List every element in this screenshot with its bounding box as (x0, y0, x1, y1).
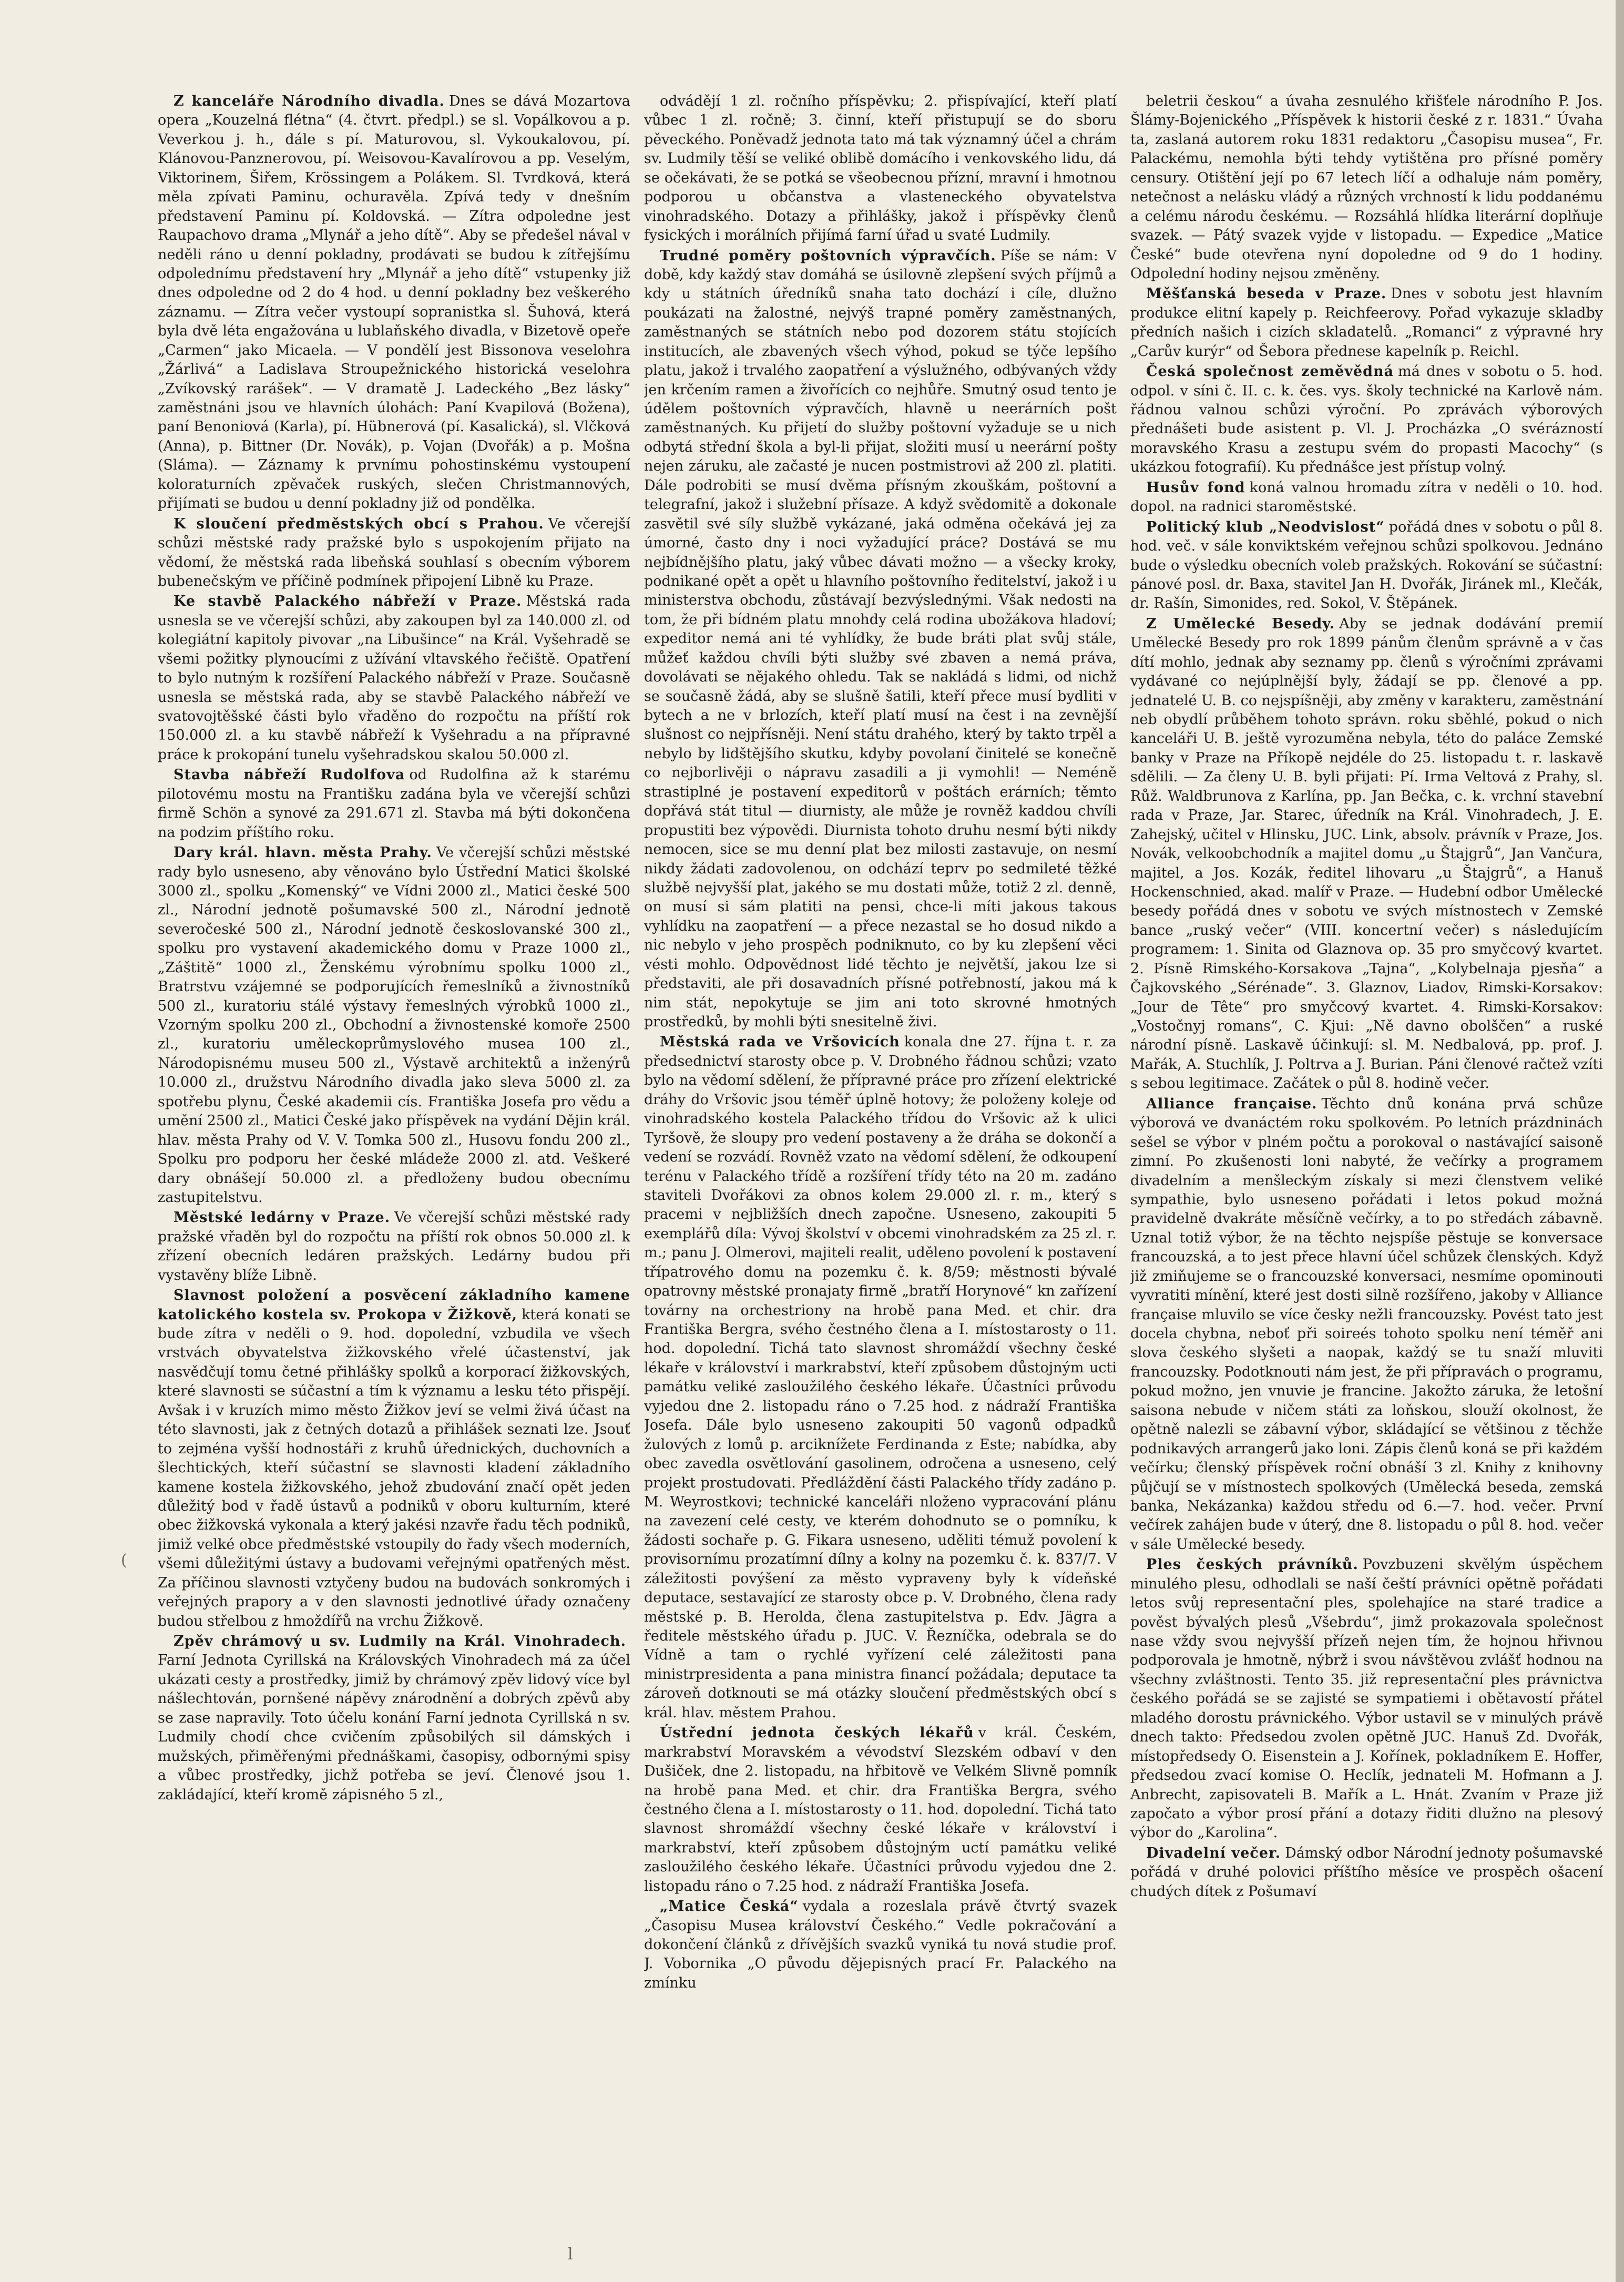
article-heading: Česká společnost zeměvědná (1146, 363, 1394, 380)
article-body: Píše se nám: V době, kdy každý stav domáhá se úsilovně zlepšení svých příjmů a kdy u státních úředníků snaha tato dochází i cíle, dlužno poukázati na žalostné, nejvýš trapné poměry zaměstnaných, zaměstnaných se státních nebo pod dozorem státu stojících institucích, ale zbavených všech výhod, pokud se týče lepšího platu, jakož i trvalého zaopatření a výslužného, odbývaných vždy jen krčením ramen a živořících co nejhůře. Smutný osud tento je údělem poštovních výpravčích, hlavně u neerárních pošt zaměstnaných. Ku přijetí do služby poštovní vyžaduje se u nich odbytá střední škola a byl-li přijat, složiti musí u neerární pošty nejen záruku, ale začasté je nucen postmistrovi až 200 zl. platiti. Dále podrobiti se musí dvěma přísným zkouškám, poštovní a telegrafní, jakož i služební přísaze. A když svědomitě a dokonale zasvětil své síly službě vykázané, jaká odměna očekává jej za úmorné, často dny i noci vyžadující práce? Dostává se mu nejbídnějšího platu, jaký vůbec dávati možno — a všecky kroky, podnikané opět a opět u hlavního poštovního ředitelství, jakož i u ministerstva obchodu, zůstávají bezvýslednými. Však nedosti na tom, že při bídném platu mnohdy celá rodina ubožákova hladoví; expeditor nemá ani té vyhlídky, že bude bráti plat svůj stále, můžeť každou chvíli býti služby své zbaven a nemá práva, dovolávati se nějakého ohledu. Tak se nakládá s lidmi, od nichž se současně žádá, aby se slušně šatili, kteří přece musí bydliti v bytech a ne v brlozích, kteří platí musí na čest i na zevnější slušnost co nejpřísněji. Není státu drahého, který by takto trpěl a nebylo by lidštějšího skutku, kdyby povolaní činitelé se konečně co nejborlivěji o nápravu zasadili a ji vymohli! — Neméně strastiplné je postavení expeditorů v poštách erárních; těmto dopřává stát titul — diurnisty, ale může je rovněž kaddou chvíli propustiti bez výpovědi. Diurnista tohoto druhu nesmí býti nikdy nemocen, sice se mu denní plat bez milosti zastavuje, on nesmí nikdy žádati zadovolenou, on odchází teprv po sedmileté těžké službě nejvyšší plat, jakého se mu dostati může, totiž 2 zl. denně, on musí si sám platiti na pensi, chce-li míti jakous takous vyhlídku na zaopatření — a přece nezastal se ho dosud nikdo a nic nebylo v jeho prospěch podniknuto, co by ku zlepšení věci vésti mohlo. Odpovědnost lidé těchto je největší, jakou lze si představiti, ale při dosavadních přísné potřebností, jakou má k nim stát, nepokytuje se jim ani toto skrovné hmotných prostředků, by mohli býti snesitelně živi. (644, 247, 1117, 1030)
column-3 (1130, 92, 1603, 2232)
article (1130, 92, 1603, 283)
article-body: Dnes se dává Mozartova opera „Kouzelná flétna“ (4. čtvrt. předpl.) se sl. Vopálkovou a p. Veverkou j. h., dále s pí. Maturovou, sl. Vykoukalovou, pí. Klánovou-Panznerovou, pí. Weisovou-Kavalírovou a pp. Veselým, Viktorinem, Šiřem, Krössingem a Polákem. Sl. Tvrdková, která měla zpívati Paminu, ochuravěla. Zpívá tedy v dnešním představení Paminu pí. Koldovská. — Zítra odpoledne jest Raupachovo drama „Mlynář a jeho dítě“. Aby se předešel nával v neděli ráno u denní pokladny, prodávati se budou k zítřejšímu odpolednímu představení hry „Mlynář a jeho dítě“ vstupenky již dnes odpoledne od 2 do 4 hod. u denní pokladny bez veškerého záznamu. — Zítra večer vystoupí sopranistka sl. Šuhová, která byla dvě léta engažována u lublaňského divadla, v Bizetově opeře „Carmen“ jako Micaela. — V pondělí jest Bissonova veselohra „Žárlivá“ a Ladislava Stroupežnického historická veselohra „Zvíkovský rarášek“. — V dramatě J. Ladeckého „Bez lásky“ zaměstnáni jsou ve hlavních úlohách: Paní Kvapilová (Božena), paní Benoniová (Karla), pí. Hübnerová (pí. Kasalická), sl. Vlčková (Anna), p. Bittner (Dr. Novák), p. Vojan (Dvořák) a p. Mošna (Sláma). — Záznamy k prvnímu pohostinskému vystoupení koloraturních zpěvaček ruských, slečen Christmannových, přijímati se budou u denní pokladny již od pondělka. (158, 93, 630, 512)
article-body: která konati se bude zítra v neděli o 9. hod. dopolední, vzbudila ve všech vrstvách obyvatelstva žižkovského vřelé účastenství, jak nasvědčují tomu četné přihlášky spolků a korporací žižkovských, které slavnosti se súčastní a tím k významu a lesku této přispějí. Avšak i v kruzích mimo město Žižkov jeví se velmi živá účast na této slavnosti, jak z četných dotazů a přihlášek seznati lze. Jsouť to zejména vyšší hodnostáři z kruhů úřednických, duchovních a šlechtických, kteří súčastní se slavnosti kladení základního kamene kostela žižkovského, jehož zbudování značí opět jeden důležitý bod v řadě ústavů a podniků v oboru kulturním, které obec žižkovská vykonala a který jakési nzavře řadu těch podniků, jimiž velké obce předměstské vstoupily do řady všech moderních, všemi důležitými ústavy a budovami veřejnými opatřených měst. Za příčinou slavnosti vztyčeny budou na budovách sonkromých i veřejných prapory a v den slavnosti jednotlivé úřady označeny budou střelbou z hmoždířů na vrchu Žižkově. (158, 1306, 630, 1629)
article-body: Dnes v sobotu jest hlavním produkce elitní kapely p. Reichfeerovy. Pořad vykazuje skladby předních našich i cizích skladatelů. „Romanci“ z výpravné hry „Carův kurýr“ od Šebora přednese kapelník p. Reichl. (1130, 286, 1603, 360)
article-heading: Ke stavbě Palackého nábřeží v Praze. (173, 593, 522, 610)
article-heading: Alliance française. (1146, 1095, 1317, 1112)
article (158, 515, 630, 592)
article-heading: Městská rada ve Vršovicích (660, 1034, 900, 1051)
article-heading: „Matice Česká“ (660, 1898, 799, 1915)
article (158, 843, 630, 1207)
article-body: Ve včerejší schůzi městské rady bylo usneseno, aby věnováno bylo Ústřední Matici školské 3000 zl., spolku „Komenský“ ve Vídni 2000 zl., Matici české 500 zl., Národní jednotě pošumavské 500 zl., Národní jednotě severočeské 500 zl., Národní jednotě českoslovanské 300 zl., spolku pro vystavení akademického domu v Praze 1000 zl., „Záštitě“ 1000 zl., Ženskému výrobnímu spolku 1000 zl., Bratrstvu vzájemné se podporujících řemeslníků a živnostníků 500 zl., kuratoriu stálé výstavy řemeslných výrobků 1000 zl., Vzorným spolku 200 zl., Obchodní a živnostenské komoře 2500 zl., kuratoriu uměleckoprůmyslového musea 100 zl., Národopisnému museu 500 zl., Výstavě architektů a inženýrů 10.000 zl., družstvu Národního divadla jako sleva 5000 zl. za spotřebu plynu, České akademii cís. Františka Josefa pro vědu a umění 2500 zl., Matici České jako příspěvek na vydání Dějin král. hlav. města Prahy od V. V. Tomka 500 zl., Husovu fondu 200 zl., Spolku pro podporu her české mládeže 2000 zl. atd. Veškeré dary obnášejí 50.000 zl. a předloženy budou obecnímu zastupitelstvu. (158, 844, 630, 1206)
article-body: koná valnou hromadu zítra v neděli o 10. hod. dopol. na radnici staroměstské. (1130, 479, 1603, 515)
column-2 (644, 92, 1117, 2232)
article (1130, 615, 1603, 1094)
article-body: od Rudolfina až k starému pilotovému mostu na Františku zadána byla ve včerejší schůzi firmě Schön a synové za 291.671 zl. Stavba má býti dokončena na podzim příštího roku. (158, 767, 630, 841)
article-body: Aby se jednak dodávání premií Umělecké Besedy pro rok 1899 pánům členům správně a v čas dítí mohlo, jednak aby seznamy pp. členů s výročními zprávami vydávané co nejúplnější byly, žádají se pp. členové a pp. jednatelé U. B. co nejspíšněji, aby změny v karakteru, zaměstnání neb obydlí průběhem tohoto správn. roku sběhlé, pokud o nich kanceláři U. B. ještě vyrozuměna nebyla, této do paláce Zemské banky v Praze na Příkopě nejdéle do 25. listopadu t. r. laskavě sdělili. — Za členy U. B. byli přijati: Pí. Irma Veltová z Prahy, sl. Růž. Waldbrunova z Karlína, pp. Jan Bečka, c. k. vrchní stavební rada v Praze, Jar. Starec, úředník na Král. Vinohradech, J. E. Zahejský, učitel v Hlinsku, JUC. Link, absolv. právník v Praze, Jos. Novák, velkoobchodník a majitel domu „u Štajgrů“, Jan Vančura, majitel, a Jos. Kozák, ředitel lihovaru „u Štajgrů“, a Hanuš Hockenschnied, akad. malíř v Praze. — Hudební odbor Umělecké besedy pořádá dnes v sobotu ve svých místnostech v Zemské bance „ruský večer“ (VIII. koncertní večer) s následujícím programem: 1. Sinita od Glaznova op. 35 pro smyčcový kvartet. 2. Písně Rimského-Korsakova „Tajna“, „Kolybelnaja pjesňa“ a Čajkovského „Sérénade“. 3. Glaznov, Liadov, Rimski-Korsakov: „Jour de Tête“ pro smyčcový kvartet. 4. Rimski-Korsakov: „Vostočnyj romans“, C. Kjui: „Ně davno obolščen“ a ruské národní písně. Laskavě účinkují: sl. M. Nedbalová, pp. prof. J. Mařák, A. Stuchlík, J. Poltrva a J. Burian. Páni členové račtež vzíti s sebou legitimace. Začátek o půl 8. hodině večer. (1130, 615, 1603, 1092)
article (1130, 518, 1603, 614)
article-heading: Ples českých právníků. (1146, 1556, 1359, 1573)
article (158, 1286, 630, 1631)
article-heading: K sloučení předměstských obcí s Prahou. (173, 515, 544, 532)
article (644, 247, 1117, 1032)
article-body: Těchto dnů konána prvá schůze výborová ve dvanáctém roku spolkovém. Po letních prázdninách sešel se výbor v plném počtu a porokoval o nastávající saisoně zimní. Po zkušenosti loni nabyté, že večírky a programem divadelním a menšleckým získaly si mezi členstvem veliké sympathie, bylo usneseno pořádati i letos pokud možná pravidelně dvakráte měsíčně večírky, a to po středách zábavně. Uznal totiž výbor, že na těchto nejspíše pěstuje se konversace francouzská, a to jest přece hlavní účel schůzek členských. Když již zmiňujeme se o francouzské konversaci, nesmíme opominouti vyvratiti mínění, které jest dosti silně rozšířeno, jakoby v Alliance française mluvilo se více česky nežli francouzsky. Povést tato jest docela chybna, neboť při soireés tohoto spolku není téměř ani slova českého slyšeti a naopak, každý se tu snaží mluviti francouzsky. Podotknouti nám jest, že při přípravách o programu, pokud možno, jen vnuvie je francine. Jakožto záruka, že letošní saisona nebude v ničem státi za loňskou, slouží okolnost, že opětně nalezli se zábavní výbor, skládající se většinou z těchže podnikavých arrangerů jako loni. Zápis členů koná se při každém večírku; členský příspěvek roční obnáší 3 zl. Knihy z knihovny půjčují se v místnostech spolkových (Umělecká beseda, zemská banka, Nekázanka) každou středu od 6.—7. hod. večer. První večírek zahájen bude v úterý, dne 8. listopadu o půl 8. hod. večer v sále Umělecké besedy. (1130, 1095, 1603, 1553)
article-heading: Stavba nábřeží Rudolfova (173, 767, 405, 783)
article (158, 92, 630, 514)
article (644, 1033, 1117, 1723)
article-heading: Divadelní večer. (1146, 1845, 1281, 1861)
article-heading: Z Umělecké Besedy. (1146, 615, 1335, 632)
article-body: Ve včerejší schůzi městské rady pražské vřaděn byl do rozpočtu na příští rok obnos 50.000 zl. k zřízení obecních ledáren pražských. Ledárny budou při vystavěny blíže Libně. (158, 1209, 630, 1283)
article (1130, 1844, 1603, 1901)
article-body: Dámský odbor Národní jednoty pošumavské pořádá v druhé polovici příštího měsíce ve prospěch ošacení chudých dítek z Pošumaví (1130, 1845, 1603, 1900)
article-heading: Dary král. hlavn. města Prahy. (173, 844, 432, 861)
article-heading: Trudné poměry poštovních výpravčích. (660, 247, 996, 264)
article-body: Povzbuzeni skvělým úspěchem minulého plesu, odhodlali se naší čeští právníci opětně pořádati letos svůj representační ples, spolehajíce na staré tradice a pověst bývalých plesů „Všebrdu“, jimž prokazovala společnost nase vždy svou nejvyšší přízeň nejen tím, že hojnou hřivnou podporovala je hmotně, nýbrž i svou návštěvou zvlášť hodnou na všechny zvláštnosti. Tento 35. již representační ples právnictva českého pořádá se se zajisté se sympatiemi i obětavostí přátel mladého dorostu právnického. Výbor ustavil se v minulých právě dnech takto: Předsedou zvolen opětně JUC. Hanuš Zd. Dvořák, místopředsedy O. Eisenstein a J. Kořínek, pokladníkem E. Hoffer, předsedou zvací komise O. Heclík, jednateli M. Hofmann a J. Anbrecht, zapisovateli B. Mařík a L. Hnát. Zvaním v Praze již započato a výbor prosí přání a dotazy řiditi dlužno na plesový výbor do „Karolina“. (1130, 1556, 1603, 1841)
article-body: konala dne 27. října t. r. za předsednictví starosty obce p. V. Drobného řádnou schůzi; vzato bylo na vědomí sdělení, že přípravné práce pro zřízení elektrické dráhy do Vršovic jsou téměř úplně hotovy; že položeny koleje od vinohradského kostela Palackého třídou do Vršovic až k ulici Tyršově, že sloupy pro vedení postaveny a že dráha se dokončí a vedení se rozvádí. Rovněž vzato na vědomí sdělení, že odkoupení terénu v Palackého třídě a rozšíření třídy této na 20 m. zadáno staviteli Dvořákovi za obnos kolem 29.000 zl. r. m., který s pracemi v nejbližších dnech započne. Usneseno, zakoupiti 5 exemplářů díla: Vývoj školství v obcemi vinohradském za 25 zl. r. m.; panu J. Olmerovi, majiteli realit, uděleno povolení k postavení třípatrového domu na pozemku č. k. 8/59; městnosti bývalé opatrovny městské pronajaty firmě „bratří Horynové“ kn zařízení továrny na orchestriony na hrobě pana Med. et chir. dra Františka Bergra, svého čestného člena a I. místostarosty o 11. hod. dopolední. Tichá tato slavnost shromáždí všechny české lékaře v království i markrabství, kteří způsobem důstojným ucti památku veliké zasloužilého českého lékaře. Účastníci průvodu vyjedou dne 2. listopadu ráno o 7.25 hod. z nádraží Františka Josefa. Dále bylo usneseno zakoupiti 50 vagonů odpadků žulových z lomů p. arciknížete Ferdinanda z Este; nabídka, aby obec zavedla osvětlování gasolinem, odročena a usneseno, celý projekt prostudovati. Předláždění části Palackého třídy zadáno p. M. Weyrostkovi; technické kanceláři nloženo vypracování plánu na zavezení celé cesty, ve kterém dohodnuto se o pomníku, k žádosti sochaře p. G. Fikara usneseno, uděliti témuž povolení k provisornímu prozatímní dílny a kolny na pozemku č. k. 837/7. V záležitosti povýšení za město vypraveny byly k vídeňské deputace, sestavající ze starosty obce p. V. Drobného, člena rady městské p. B. Herolda, člena zastupitelstva p. Edv. Jägra a ředitele městského úřadu p. JUC. V. Řezníčka, odebrala se do Vídně a tam o rychlé vyřízení celé záležitosti pana ministrpresidenta a pana ministra financí požádala; deputace ta zároveň dotknouti se má otázky sloučení předměstských obcí s král. hlav. městem Prahou. (644, 1034, 1117, 1721)
article (644, 92, 1117, 246)
article (644, 1724, 1117, 1896)
article-body: Ve včerejší schůzi městské rady pražské bylo s uspokojením přijato na vědomí, že městská rada libeňská souhlasí s obecním výborem bubenečským ve příčině podmínek připojení Libně ku Praze. (158, 515, 630, 589)
article-heading: Slavnost položení a posvěcení základního kamene katolického kostela sv. Prokopa v Žižkově, (158, 1287, 630, 1323)
article-body: beletrii českou“ a úvaha zesnulého křišťele národního P. Jos. Šlámy-Bojenického „Příspěvek k historii české z r. 1831.“ Úvaha ta, zaslaná autorem roku 1831 redaktoru „Časopisu musea“, Fr. Palackému, nemohla býti tehdy vytištěna pro přísné poměry censury. Otištění její po 67 letech líčí a odhaluje nám poměry, netečnost a nelásku vládý a různých vrchností k lidu poddanému a celému národu českému. — Rozsáhlá hlídka literární doplňuje svazek. — Pátý svazek vyjde v listopadu. — Expedice „Matice České“ bude otevřena nyní dopoledne od 9 do 1 hodiny. Odpolední hodiny nejsou změněny. (1130, 93, 1603, 282)
article-body: pořádá dnes v sobotu o půl 8. hod. več. v sále konviktském veřejnou schůzi spolkovou. Jednáno bude o výsledku obecních voleb pražských. Rokování se súčastní: pánové posl. dr. Baxa, stavitel Jan H. Dvořák, Jiránek ml., Klečák, dr. Rašín, Simonides, red. Sokol, V. Štěpánek. (1130, 518, 1603, 612)
article (158, 592, 630, 765)
article-body: má dnes v sobotu o 5. hod. odpol. v síni č. II. c. k. čes. vys. školy technické na Karlově nám. řádnou valnou schůzi výroční. Po zprávách výborových přednášeti bude asistent p. Vl. J. Procházka „O svérázností moravského Krasu a zestupu svém do propasti Macochy“ (s ukázkou fotografií). Ku přednášce jest přístup volný. (1130, 363, 1603, 476)
article (158, 766, 630, 842)
margin-mark: ( (121, 1551, 127, 1570)
article-body: Farní Jednota Cyrillská na Královských Vinohradech má za účel ukázati cesty a prostředky, jimiž by chrámový zpěv lidový více byl nášlechtován, pornšené nápěvy znárodnění a dobrých zpěvů aby se zase napravily. Toto účelu konání Farní jednota Cyrillská n sv. Ludmily chodí chce cvičením způsobilých sil dámských i mužských, přiměřenými přednáškami, časopisy, odbornými spisy a vůbec prostředky, jichž potřeba se jeví. Členové jsou 1. zakládající, kteří kromě zápisného 5 zl., (158, 1652, 630, 1803)
article-body: odvádějí 1 zl. ročního příspěvku; 2. přispívající, kteří platí vůbec 1 zl. ročně; 3. činní, kteří přistupují se do sboru pěveckého. Poněvadž jednota tato má tak významný účel a chrám sv. Ludmily těší se veliké oblibě domácího i venkovského lidu, dá se očekávati, že se potká se všeobecnou přízní, mravní i hmotnou podporou u občanstva a vlasteneckého obyvatelstva vinohradského. Dotazy a přihlášky, jakož i příspěvky členů fysických i morálních přijímá farní úřad u svaté Ludmily. (644, 93, 1117, 244)
article-heading: Zpěv chrámový u sv. Ludmily na Král. Vinohradech. (173, 1633, 626, 1649)
article-heading: Městské ledárny v Praze. (173, 1209, 391, 1226)
text-columns (158, 92, 1603, 2232)
article-heading: Měšťanská beseda v Praze. (1146, 286, 1387, 302)
article-body: v král. Českém, markrabství Moravském a vévodství Slezském odbaví v den Dušiček, dne 2. listopadu, na hřbitově ve Velkém Slivně pomník na hrobě pana Med. et chir. dra Františka Bergra, svého čestného člena a I. místostarosty o 11. hod. dopolední. Tichá tato slavnost shromáždí všechny české lékaře v království i markrabství, kteří způsobem důstojným uctí památku veliké zasloužilého českého lékaře. Účastníci průvodu vyjedou dne 2. listopadu ráno o 7.25 hod. z nádraží Františka Josefa. (644, 1725, 1117, 1894)
page-edge-shadow (1616, 0, 1624, 2282)
article (158, 1208, 630, 1285)
article (1130, 362, 1603, 477)
article (158, 1632, 630, 1805)
bottom-mark: l (568, 2245, 573, 2264)
article (1130, 1555, 1603, 1843)
column-1 (158, 92, 630, 2232)
article (1130, 478, 1603, 517)
article (644, 1897, 1117, 1993)
article-heading: Husův fond (1146, 479, 1245, 496)
article (1130, 284, 1603, 361)
article-heading: Politický klub „Neodvislost“ (1146, 518, 1385, 535)
article-body: vydala a rozeslala právě čtvrtý svazek „Časopisu Musea království Českého.“ Vedle pokračování a dokončení článků z dřívějších svazků vyniká tu nová studie prof. J. Vobornika „O původu dějepisných prací Fr. Palackého na zmínku (644, 1898, 1117, 1991)
article-body: Městská rada usnesla se ve včerejší schůzi, aby zakoupen byl za 140.000 zl. od kolegiátní kapitoly pivovar „na Libušince“ na Král. Vyšehradě se všemi požitky plynoucími z užívání vltavského řečiště. Opatření to bylo nutným k rozšíření Palackého nábřeží v Praze. Současně usnesla se městská rada, aby se stavbě Palackého nábřeží ve svatovojtěšské části bylo vřaděno do rozpočtu na příští rok 150.000 zl. a ku stavbě nábřeží k Vyšehradu a na přípravné práce k prokopání tunelu vyšehradskou skalou 50.000 zl. (158, 593, 630, 763)
article-heading: Z kanceláře Národního divadla. (173, 93, 445, 109)
article (1130, 1095, 1603, 1555)
article-heading: Ústřední jednota českých lékařů (660, 1725, 974, 1741)
